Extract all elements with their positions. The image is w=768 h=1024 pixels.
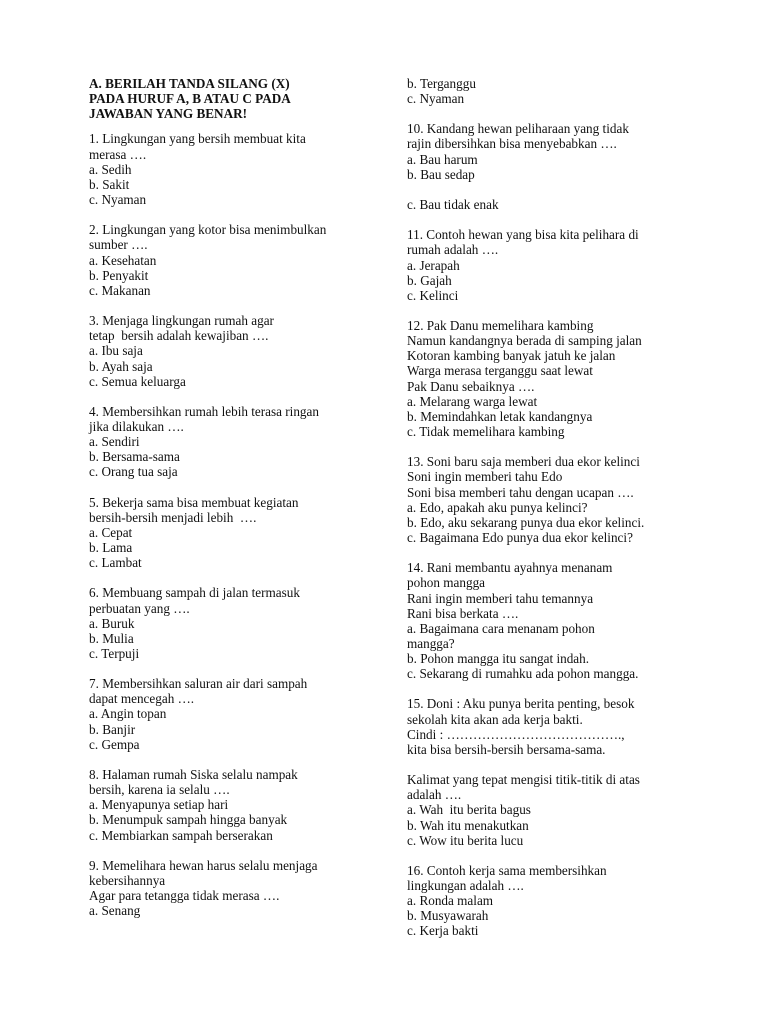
- blank-line: [407, 182, 707, 197]
- answer-option: a. Ronda malam: [407, 893, 494, 909]
- question-text: Cindi : ………………………………….,: [407, 726, 625, 742]
- question-text: kita bisa bersih-bersih bersama-sama.: [407, 741, 606, 757]
- answer-option: a. Edo, apakah aku punya kelinci?: [407, 499, 588, 515]
- question-block: [89, 222, 379, 298]
- question-text: mangga?: [407, 635, 455, 651]
- instruction-heading: A. BERILAH TANDA SILANG (X) PADA HURUF A, B ATAU C PADA JAWABAN YANG BENAR!: [89, 76, 291, 122]
- question-text: sekolah kita akan ada kerja bakti.: [407, 711, 583, 727]
- answer-option: b. Bau sedap: [407, 166, 475, 182]
- question-block: [407, 121, 707, 212]
- answer-option: c. Terpuji: [89, 646, 140, 661]
- question-text: Pak Danu sebaiknya ….: [407, 378, 535, 394]
- question-text: Warga merasa terganggu saat lewat: [407, 363, 593, 379]
- question-text: 5. Bekerja sama bisa membuat kegiatan: [89, 494, 299, 510]
- answer-option: c. Nyaman: [407, 91, 465, 107]
- answer-option: a. Wah itu berita bagus: [407, 802, 531, 818]
- question-text: 12. Pak Danu memelihara kambing: [407, 318, 594, 334]
- question-text: 11. Contoh hewan yang bisa kita pelihara di: [407, 227, 639, 243]
- answer-option: a. Jerapah: [407, 257, 460, 273]
- question-block: [89, 858, 379, 919]
- answer-option: b. Ayah saja: [89, 358, 153, 374]
- question-block: [407, 454, 707, 545]
- question-block: [407, 227, 707, 303]
- question-text: Rani ingin memberi tahu temannya: [407, 590, 594, 606]
- question-text: 7. Membersihkan saluran air dari sampah: [89, 676, 308, 692]
- question-text: kebersihannya: [89, 872, 166, 888]
- question-text: 2. Lingkungan yang kotor bisa menimbulkan: [89, 222, 327, 238]
- answer-option: a. Bau harum: [407, 151, 478, 167]
- right-column: [407, 76, 707, 954]
- question-text: 3. Menjaga lingkungan rumah agar: [89, 313, 274, 329]
- question-block: [407, 318, 707, 439]
- question-text: jika dilakukan ….: [89, 418, 184, 434]
- question-text: dapat mencegah ….: [89, 691, 195, 707]
- answer-option: a. Menyapunya setiap hari: [89, 797, 229, 813]
- question-text: Kotoran kambing banyak jatuh ke jalan: [407, 348, 616, 364]
- question-block: [89, 131, 379, 207]
- answer-option: b. Mulia: [89, 630, 134, 646]
- answer-option: b. Banjir: [89, 721, 136, 737]
- answer-option: a. Bagaimana cara menanam pohon: [407, 620, 595, 636]
- answer-option: a. Cepat: [89, 524, 133, 540]
- question-text: Soni bisa memberi tahu dengan ucapan ….: [407, 484, 634, 500]
- answer-option: c. Lambat: [89, 555, 142, 571]
- question-block: [407, 772, 707, 848]
- answer-option: a. Ibu saja: [89, 343, 143, 359]
- question-text: bersih, karena ia selalu ….: [89, 782, 230, 798]
- answer-option: c. Sekarang di rumahku ada pohon mangga.: [407, 666, 639, 682]
- question-block: [407, 76, 707, 106]
- question-text: 1. Lingkungan yang bersih membuat kita: [89, 131, 306, 147]
- left-question-list: [89, 131, 379, 918]
- left-column: [89, 76, 379, 933]
- answer-option: b. Edo, aku sekarang punya dua ekor kelinci.: [407, 514, 645, 530]
- question-block: [407, 863, 707, 939]
- question-text: 8. Halaman rumah Siska selalu nampak: [89, 766, 298, 782]
- answer-option: b. Pohon mangga itu sangat indah.: [407, 651, 590, 667]
- question-text: bersih-bersih menjadi lebih ….: [89, 509, 257, 525]
- question-text: Agar para tetangga tidak merasa ….: [89, 888, 280, 904]
- question-text: 6. Membuang sampah di jalan termasuk: [89, 585, 300, 601]
- question-text: Namun kandangnya berada di samping jalan: [407, 333, 642, 349]
- question-block: [89, 767, 379, 843]
- answer-option: c. Bagaimana Edo punya dua ekor kelinci?: [407, 530, 633, 546]
- answer-option: b. Terganggu: [407, 76, 476, 91]
- answer-option: c. Wow itu berita lucu: [407, 832, 524, 848]
- question-block: [407, 560, 707, 681]
- question-text: 13. Soni baru saja memberi dua ekor kelinci: [407, 454, 640, 470]
- answer-option: b. Wah itu menakutkan: [407, 817, 529, 833]
- question-block: [407, 696, 707, 757]
- question-text: perbuatan yang ….: [89, 600, 190, 616]
- answer-option: c. Semua keluarga: [89, 373, 186, 389]
- answer-option: a. Sendiri: [89, 434, 140, 450]
- question-text: 15. Doni : Aku punya berita penting, besok: [407, 696, 635, 712]
- question-block: [89, 585, 379, 661]
- question-text: Kalimat yang tepat mengisi titik-titik di atas: [407, 772, 640, 788]
- question-text: Soni ingin memberi tahu Edo: [407, 469, 563, 485]
- answer-option: c. Gempa: [89, 736, 140, 752]
- question-block: [89, 313, 379, 389]
- answer-option: b. Lama: [89, 540, 133, 556]
- answer-option: c. Kelinci: [407, 287, 459, 303]
- question-block: [89, 404, 379, 480]
- question-text: merasa ….: [89, 146, 147, 162]
- question-text: Rani bisa berkata ….: [407, 605, 519, 621]
- question-text: 10. Kandang hewan peliharaan yang tidak: [407, 121, 629, 137]
- answer-option: b. Musyawarah: [407, 908, 489, 924]
- question-text: sumber ….: [89, 237, 148, 253]
- answer-option: b. Sakit: [89, 176, 130, 192]
- question-text: 9. Memelihara hewan harus selalu menjaga: [89, 857, 318, 873]
- question-block: [89, 495, 379, 571]
- answer-option: c. Tidak memelihara kambing: [407, 424, 565, 440]
- right-question-list: [407, 76, 707, 939]
- answer-option: c. Nyaman: [89, 192, 147, 208]
- question-text: rumah adalah ….: [407, 242, 499, 258]
- question-text: lingkungan adalah ….: [407, 878, 524, 894]
- answer-option: b. Penyakit: [89, 267, 149, 283]
- question-text: 16. Contoh kerja sama membersihkan: [407, 862, 607, 878]
- answer-option: c. Kerja bakti: [407, 923, 479, 939]
- question-text: 4. Membersihkan rumah lebih terasa ringan: [89, 403, 319, 419]
- answer-option: a. Melarang warga lewat: [407, 393, 538, 409]
- answer-option: c. Orang tua saja: [89, 464, 178, 480]
- answer-option: c. Makanan: [89, 282, 151, 298]
- answer-option: b. Bersama-sama: [89, 449, 180, 465]
- answer-option: a. Angin topan: [89, 706, 167, 722]
- question-text: rajin dibersihkan bisa menyebabkan ….: [407, 136, 617, 152]
- answer-option: c. Membiarkan sampah berserakan: [89, 827, 273, 843]
- question-text: adalah ….: [407, 787, 462, 803]
- question-text: 14. Rani membantu ayahnya menanam: [407, 560, 613, 576]
- answer-option: a. Sedih: [89, 161, 132, 177]
- answer-option: b. Menumpuk sampah hingga banyak: [89, 812, 288, 828]
- answer-option: a. Kesehatan: [89, 252, 157, 268]
- answer-option: b. Memindahkan letak kandangnya: [407, 408, 593, 424]
- answer-option: a. Senang: [89, 903, 141, 919]
- answer-option: a. Buruk: [89, 615, 135, 631]
- question-text: tetap bersih adalah kewajiban ….: [89, 328, 269, 344]
- question-text: pohon mangga: [407, 575, 486, 591]
- answer-option: b. Gajah: [407, 272, 452, 288]
- question-block: [89, 676, 379, 752]
- answer-option: c. Bau tidak enak: [407, 197, 499, 213]
